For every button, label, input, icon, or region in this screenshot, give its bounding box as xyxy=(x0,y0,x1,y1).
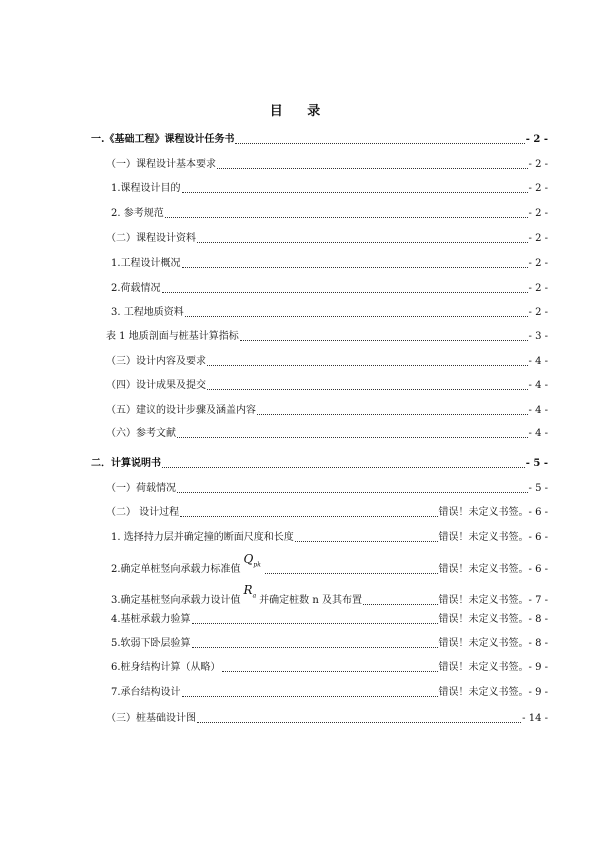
toc-entry-label: 5.软弱下卧层验算 xyxy=(111,638,191,649)
toc-dot-leader xyxy=(197,241,528,243)
toc-dot-leader xyxy=(257,413,528,415)
toc-entry-label: 2. 参考规范 xyxy=(111,208,164,219)
toc-entry-page: - 5 - xyxy=(528,483,548,494)
toc-dot-leader xyxy=(207,388,528,390)
toc-entry-label: 3.确定基桩竖向承载力设计值 xyxy=(111,595,241,607)
toc-entry[interactable] xyxy=(111,614,548,626)
toc-entry-page: - 2 - xyxy=(528,307,548,318)
toc-entry-label: 3. 工程地质资料 xyxy=(111,307,184,318)
toc-dot-leader xyxy=(217,167,528,169)
toc-entry[interactable] xyxy=(106,356,548,368)
toc-entry[interactable] xyxy=(111,208,548,220)
toc-dot-leader xyxy=(185,315,528,317)
toc-entry-page: - 2 - xyxy=(528,183,548,194)
toc-entry-page: - 6 - xyxy=(528,532,548,543)
toc-entry-label: 表 1 地质剖面与桩基计算指标 xyxy=(106,331,239,342)
toc-entry-page: - 3 - xyxy=(528,331,548,342)
toc-entry-page: - 4 - xyxy=(528,428,548,439)
toc-entry-page: - 4 - xyxy=(528,405,548,416)
toc-entry-page: - 4 - xyxy=(528,380,548,391)
toc-entry-label: （五）建议的设计步骤及涵盖内容 xyxy=(106,405,256,416)
toc-entry[interactable] xyxy=(106,405,548,417)
toc-entry-page: - 2 - xyxy=(528,233,548,244)
toc-entry-label: （一）课程设计基本要求 xyxy=(106,159,216,170)
toc-entry-error: 错误！未定义书签。 xyxy=(438,614,529,625)
toc-entry-label: 4.基桩承载力验算 xyxy=(111,614,191,625)
toc-entry[interactable] xyxy=(106,713,548,725)
toc-entry-page: - 2 - xyxy=(525,134,548,145)
math-symbol-subscript: a xyxy=(252,592,257,600)
toc-dot-leader xyxy=(162,291,528,293)
toc-dot-leader xyxy=(265,572,438,574)
toc-entry-error: 错误！未定义书签。 xyxy=(438,532,529,543)
toc-dot-leader xyxy=(177,491,528,493)
toc-entry-page: - 8 - xyxy=(528,614,548,625)
toc-entry[interactable] xyxy=(106,483,548,495)
toc-entry-label: 7.承台结构设计 xyxy=(111,687,181,698)
toc-entry[interactable] xyxy=(111,552,548,576)
math-symbol-letter: Q xyxy=(243,552,254,566)
toc-entry[interactable] xyxy=(111,307,548,319)
toc-entry-error: 错误！未定义书签。 xyxy=(438,595,529,607)
toc-entry-label: （一）荷载情况 xyxy=(106,483,176,494)
toc-entry-label: 二．计算说明书 xyxy=(91,458,161,469)
math-symbol-subscript: pk xyxy=(253,561,261,569)
toc-entry-label: （二）课程设计资料 xyxy=(106,233,196,244)
toc-dot-leader xyxy=(192,622,438,624)
toc-entry[interactable] xyxy=(111,183,548,195)
toc-entry[interactable] xyxy=(106,159,548,171)
toc-entry-page: - 2 - xyxy=(528,258,548,269)
toc-entry-page: - 14 - xyxy=(522,713,548,724)
toc-entry[interactable] xyxy=(111,283,548,295)
toc-entry-page: - 2 - xyxy=(528,159,548,170)
toc-entry-page: - 7 - xyxy=(528,595,548,607)
toc-entry-label: 1.工程设计概况 xyxy=(111,258,181,269)
toc-entry-label: 2.确定单桩竖向承载力标准值 xyxy=(111,564,241,576)
toc-entry-page: - 9 - xyxy=(528,687,548,698)
toc-dot-leader xyxy=(240,339,528,341)
toc-entry-label: （四）设计成果及提交 xyxy=(106,380,206,391)
toc-entry[interactable] xyxy=(106,428,548,440)
toc-entry-page: - 6 - xyxy=(528,564,548,576)
toc-entry-label: 1.课程设计目的 xyxy=(111,183,181,194)
toc-entry-label: （三）设计内容及要求 xyxy=(106,356,206,367)
toc-entry-label: （六）参考文献 xyxy=(106,428,176,439)
toc-dot-leader xyxy=(180,515,437,517)
math-symbol xyxy=(244,553,261,571)
toc-dot-leader xyxy=(162,466,525,468)
toc-entry-label: 2.荷载情况 xyxy=(111,283,161,294)
toc-dot-leader xyxy=(165,216,528,218)
toc-entry[interactable] xyxy=(111,638,548,650)
toc-entry[interactable] xyxy=(106,507,548,519)
toc-entry-page: - 2 - xyxy=(528,208,548,219)
toc-dot-leader xyxy=(363,603,438,605)
toc-entry-page: - 6 - xyxy=(528,507,548,518)
toc-entry-label-suffix: 并确定桩数 n 及其布置 xyxy=(259,595,362,607)
toc-entry[interactable] xyxy=(111,532,548,544)
toc-entry[interactable] xyxy=(106,331,548,343)
toc-dot-leader xyxy=(295,540,438,542)
toc-entry[interactable] xyxy=(111,687,548,699)
toc-entry[interactable] xyxy=(111,583,548,607)
toc-entry[interactable] xyxy=(91,458,548,470)
toc-entry[interactable] xyxy=(106,380,548,392)
toc-entry[interactable] xyxy=(106,233,548,245)
toc-entry-label: 1. 选择持力层并确定撞的断面尺度和长度 xyxy=(111,532,294,543)
toc-dot-leader xyxy=(182,266,528,268)
toc-entry-page: - 8 - xyxy=(528,638,548,649)
toc-dot-leader xyxy=(235,142,524,144)
toc-dot-leader xyxy=(192,646,438,648)
toc-entry-error: 错误！未定义书签。 xyxy=(438,564,529,576)
math-symbol xyxy=(244,584,257,602)
toc-entry-page: - 5 - xyxy=(525,458,548,469)
toc-entry-label: （三）桩基础设计图 xyxy=(106,713,196,724)
toc-dot-leader xyxy=(207,364,528,366)
toc-dot-leader xyxy=(222,670,438,672)
toc-title: 目 录 xyxy=(269,104,331,119)
toc-dot-leader xyxy=(182,191,528,193)
toc-entry-page: - 2 - xyxy=(528,283,548,294)
toc-entry-label: 一.《基础工程》课程设计任务书 xyxy=(91,134,235,145)
toc-entry[interactable] xyxy=(91,134,548,146)
math-symbol-letter: R xyxy=(243,583,253,597)
toc-entry-error: 错误！未定义书签。 xyxy=(438,507,529,518)
toc-dot-leader xyxy=(197,721,521,723)
toc-entry-label: 6.桩身结构计算（从略） xyxy=(111,662,221,673)
toc-entry-page: - 9 - xyxy=(528,662,548,673)
toc-entry-error: 错误！未定义书签。 xyxy=(438,638,529,649)
toc-dot-leader xyxy=(177,436,528,438)
toc-entry[interactable] xyxy=(111,662,548,674)
toc-entry-label: （二） 设计过程 xyxy=(106,507,180,518)
toc-dot-leader xyxy=(182,695,438,697)
toc-entry-error: 错误！未定义书签。 xyxy=(438,687,529,698)
toc-entry-error: 错误！未定义书签。 xyxy=(438,662,529,673)
toc-entry[interactable] xyxy=(111,258,548,270)
toc-entry-page: - 4 - xyxy=(528,356,548,367)
